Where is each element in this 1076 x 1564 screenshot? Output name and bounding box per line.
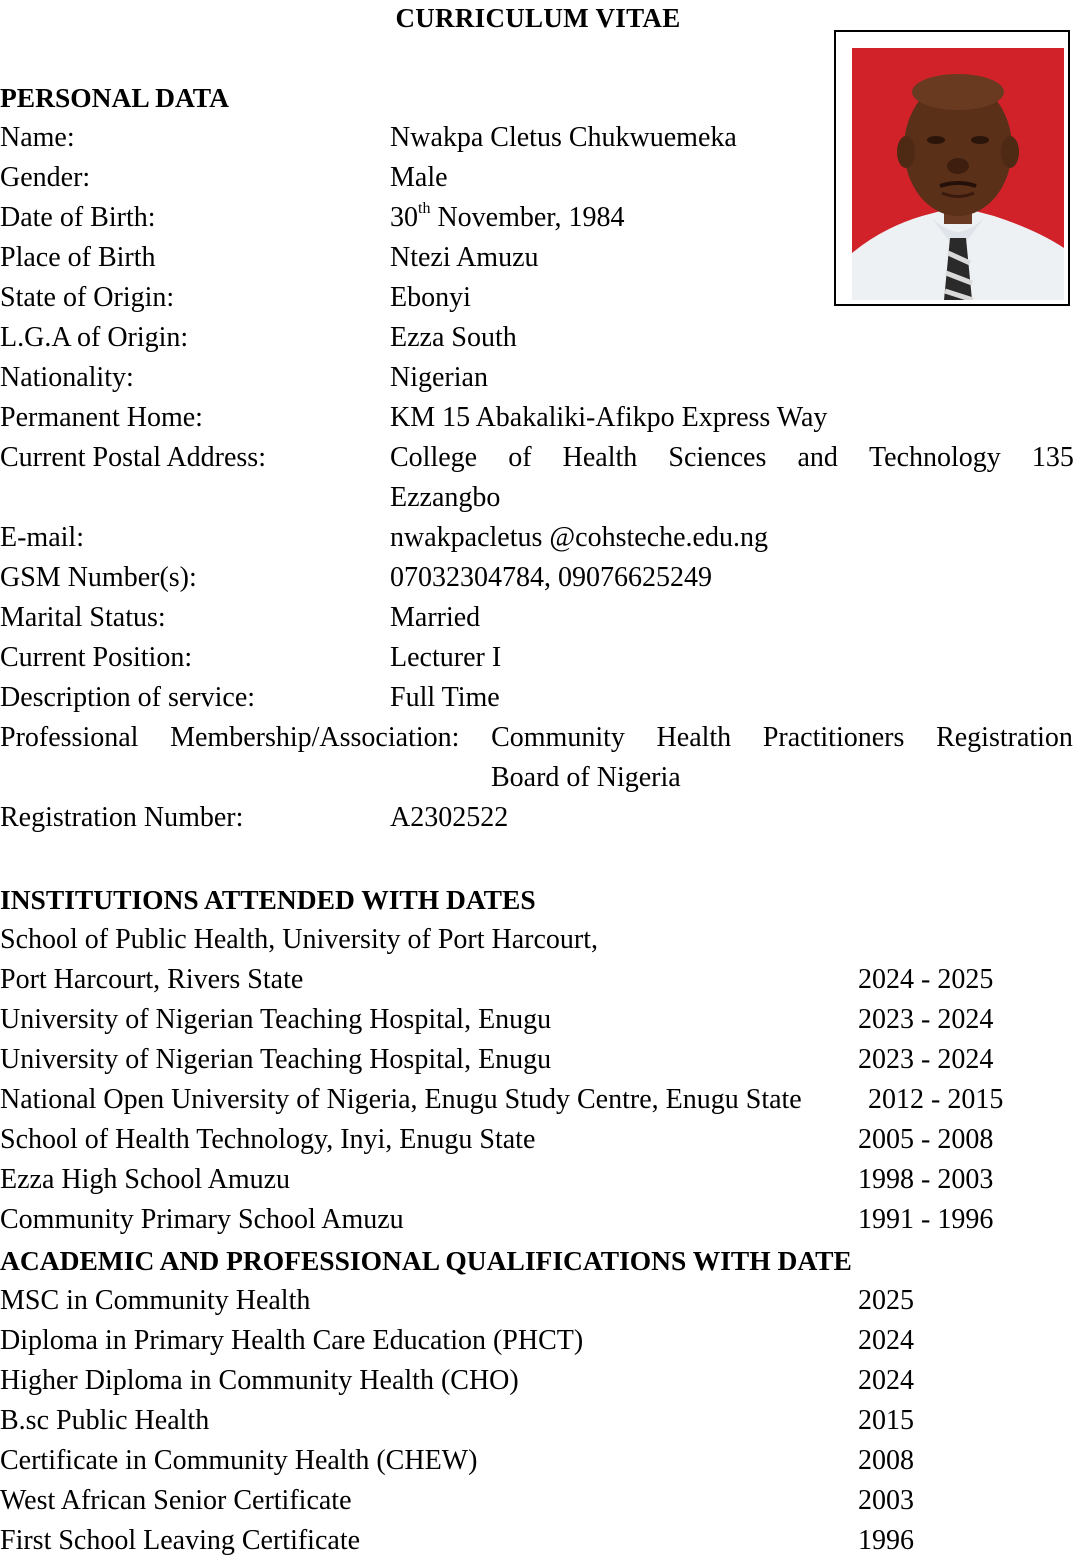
- institutions-heading: INSTITUTIONS ATTENDED WITH DATES: [0, 884, 536, 915]
- institution-row: [0, 1000, 1076, 1040]
- postal-word: and: [797, 442, 838, 473]
- service-value: Full Time: [390, 682, 500, 713]
- qualification-date: 1996: [858, 1525, 914, 1556]
- qualification-row: [0, 1521, 1076, 1561]
- row-marital: [0, 598, 1076, 638]
- row-service: [0, 678, 1076, 718]
- row-state: [0, 278, 1076, 318]
- qualification-date: 2008: [858, 1445, 914, 1476]
- institution-name: University of Nigerian Teaching Hospital, Enugu: [0, 1004, 552, 1035]
- nationality-value: Nigerian: [390, 362, 488, 393]
- institution-date: 2012 - 2015: [868, 1084, 1004, 1115]
- prof-word: Community: [491, 722, 625, 753]
- institution-date: 2005 - 2008: [858, 1124, 994, 1155]
- personal-data-heading: PERSONAL DATA: [0, 82, 229, 113]
- email-value: nwakpacletus @cohsteche.edu.ng: [390, 522, 768, 553]
- prof-word: Registration: [936, 722, 1073, 753]
- qualification-name: West African Senior Certificate: [0, 1485, 352, 1516]
- institution-row: [0, 1200, 1076, 1240]
- dob-suffix: th: [418, 199, 431, 217]
- postal-word: 135: [1031, 442, 1074, 473]
- institution-row: [0, 920, 1076, 960]
- registration-label: Registration Number:: [0, 802, 244, 833]
- postal-label: Current Postal Address:: [0, 442, 266, 473]
- institution-row: [0, 1120, 1076, 1160]
- position-value: Lecturer I: [390, 642, 502, 673]
- row-gsm: [0, 558, 1076, 598]
- document-title: CURRICULUM VITAE: [395, 3, 681, 33]
- row-professional-membership: [0, 718, 1076, 798]
- postal-word: Health: [562, 442, 638, 473]
- qualification-date: 2003: [858, 1485, 914, 1516]
- dob-rest: November, 1984: [430, 202, 625, 233]
- name-value: Nwakpa Cletus Chukwuemeka: [390, 122, 737, 153]
- gender-value: Male: [390, 162, 448, 193]
- row-registration: [0, 798, 1076, 838]
- prof-word: Practitioners: [762, 722, 905, 753]
- prof-word: Membership/Association:: [170, 722, 460, 753]
- institution-row: [0, 960, 1076, 1000]
- gender-label: Gender:: [0, 162, 91, 193]
- row-nationality: [0, 358, 1076, 398]
- state-value: Ebonyi: [390, 282, 471, 313]
- qualifications-heading: ACADEMIC AND PROFESSIONAL QUALIFICATIONS WITH DATE: [0, 1245, 852, 1276]
- postal-word: College: [390, 442, 478, 473]
- row-postal: [0, 438, 1076, 518]
- postal-word: of: [508, 442, 532, 473]
- qualification-date: 2025: [858, 1285, 914, 1316]
- qualification-row: [0, 1361, 1076, 1401]
- professional-membership-line-1: [0, 718, 1073, 758]
- institution-row: [0, 1040, 1076, 1080]
- institution-date: 1991 - 1996: [858, 1204, 994, 1235]
- registration-value: A2302522: [390, 802, 509, 833]
- gsm-label: GSM Number(s):: [0, 562, 197, 593]
- institution-row: [0, 1080, 1076, 1120]
- dob-label: Date of Birth:: [0, 202, 156, 233]
- postal-word: Technology: [869, 442, 1001, 473]
- row-home: [0, 398, 1076, 438]
- pob-value: Ntezi Amuzu: [390, 242, 539, 273]
- postal-line-1: [390, 438, 1074, 478]
- nationality-label: Nationality:: [0, 362, 134, 393]
- institution-name: Port Harcourt, Rivers State: [0, 964, 304, 995]
- name-label: Name:: [0, 122, 75, 153]
- postal-line-2: Ezzangbo: [390, 482, 501, 513]
- row-dob: [0, 198, 1076, 238]
- dob-value: [390, 198, 625, 238]
- postal-word: Sciences: [668, 442, 767, 473]
- gsm-value: 07032304784, 09076625249: [390, 562, 712, 593]
- institution-name: School of Public Health, University of Port Harcourt,: [0, 924, 599, 955]
- row-email: [0, 518, 1076, 558]
- qualification-row: [0, 1321, 1076, 1361]
- prof-word: Health: [656, 722, 732, 753]
- postal-value: [390, 438, 1074, 518]
- lga-value: Ezza South: [390, 322, 517, 353]
- qualification-date: 2024: [858, 1365, 914, 1396]
- qualification-row: [0, 1481, 1076, 1521]
- pob-label: Place of Birth: [0, 242, 156, 273]
- institution-date: 2023 - 2024: [858, 1004, 994, 1035]
- row-name: [0, 118, 1076, 158]
- institution-name: Community Primary School Amuzu: [0, 1204, 404, 1235]
- qualification-name: First School Leaving Certificate: [0, 1525, 361, 1556]
- prof-word: Professional: [0, 722, 139, 753]
- position-label: Current Position:: [0, 642, 193, 673]
- institution-date: 1998 - 2003: [858, 1164, 994, 1195]
- qualification-row: [0, 1281, 1076, 1321]
- marital-value: Married: [390, 602, 481, 633]
- home-value: KM 15 Abakaliki-Afikpo Express Way: [390, 402, 828, 433]
- dob-day: 30: [390, 202, 418, 233]
- email-label: E-mail:: [0, 522, 84, 553]
- institution-date: 2023 - 2024: [858, 1044, 994, 1075]
- qualification-date: 2015: [858, 1405, 914, 1436]
- home-label: Permanent Home:: [0, 402, 203, 433]
- professional-membership-line-2: Board of Nigeria: [491, 762, 681, 793]
- qualification-date: 2024: [858, 1325, 914, 1356]
- qualification-name: Higher Diploma in Community Health (CHO): [0, 1365, 519, 1396]
- qualification-name: B.sc Public Health: [0, 1405, 210, 1436]
- qualification-name: Diploma in Primary Health Care Education (PHCT): [0, 1325, 584, 1356]
- institutions-section: [0, 880, 1076, 1240]
- row-position: [0, 638, 1076, 678]
- lga-label: L.G.A of Origin:: [0, 322, 189, 353]
- row-lga: [0, 318, 1076, 358]
- institution-name: Ezza High School Amuzu: [0, 1164, 291, 1195]
- institution-row: [0, 1160, 1076, 1200]
- qualification-name: Certificate in Community Health (CHEW): [0, 1445, 478, 1476]
- personal-data-section: [0, 78, 1076, 838]
- institution-name: School of Health Technology, Inyi, Enugu State: [0, 1124, 536, 1155]
- institution-name: University of Nigerian Teaching Hospital, Enugu: [0, 1044, 552, 1075]
- institution-date: 2024 - 2025: [858, 964, 994, 995]
- row-pob: [0, 238, 1076, 278]
- state-label: State of Origin:: [0, 282, 175, 313]
- qualification-row: [0, 1401, 1076, 1441]
- qualification-row: [0, 1441, 1076, 1481]
- marital-label: Marital Status:: [0, 602, 166, 633]
- service-label: Description of service:: [0, 682, 256, 713]
- qualifications-section: [0, 1241, 1076, 1561]
- institution-name: National Open University of Nigeria, Enugu Study Centre, Enugu State: [0, 1084, 802, 1115]
- qualification-name: MSC in Community Health: [0, 1285, 311, 1316]
- row-gender: [0, 158, 1076, 198]
